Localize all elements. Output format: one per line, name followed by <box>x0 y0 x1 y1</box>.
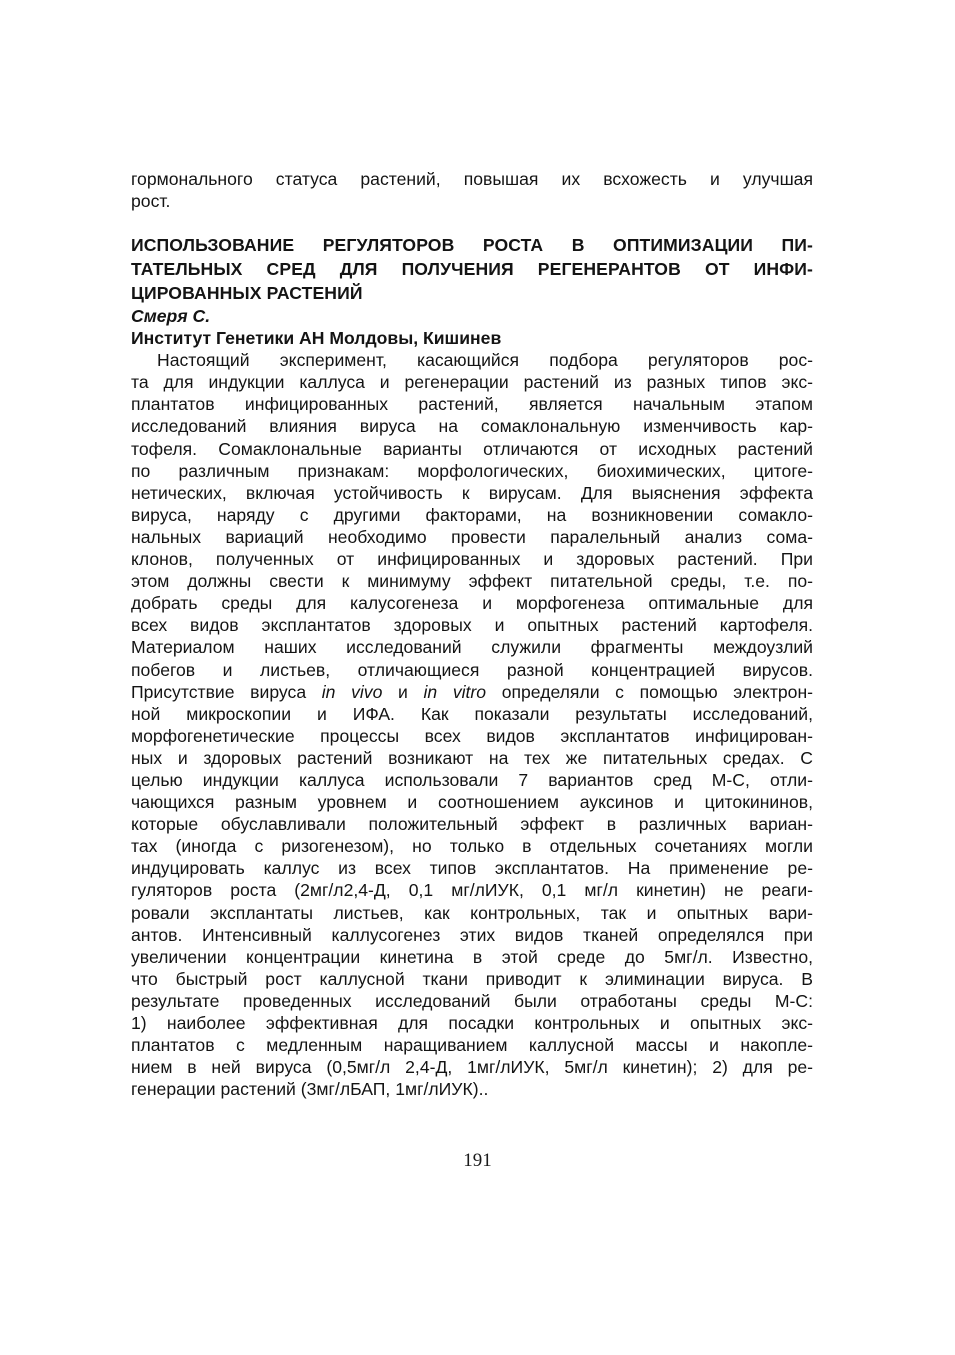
text-line: ных и здоровых растений возникают на тех же питательных средах. С <box>131 747 813 768</box>
text-line: всех видов эксплантатов здоровых и опытных растений картофеля. <box>131 615 813 636</box>
text-line: морфогенетические процессы всех видов эксплантатов инфицирован- <box>131 725 813 746</box>
text-line: вируса, наряду с другими факторами, на возникновении сомакло- <box>131 504 813 525</box>
text-line: тах (иногда с ризогенезом), но только в отдельных сочетаниях могли <box>131 836 813 857</box>
text-line: гормонального статуса растений, повышая их всхожесть и улучшая <box>131 169 813 189</box>
body-paragraph <box>131 349 813 1100</box>
text-line: ной микроскопии и ИФА. Как показали результаты исследований, <box>131 703 813 724</box>
text-line: которые обуславливали положительный эффект в различных вариан- <box>131 814 813 835</box>
text-line: по различным признакам: морфологических, биохимических, цитоге- <box>131 460 813 481</box>
title-line: ЦИРОВАННЫХ РАСТЕНИЙ <box>131 283 363 304</box>
title-line: ИСПОЛЬЗОВАНИЕ РЕГУЛЯТОРОВ РОСТА В ОПТИМИЗАЦИИ ПИ- <box>131 235 813 256</box>
text-line: нальных вариаций необходимо провести паралельный анализ сома- <box>131 526 813 547</box>
text-line: Присутствие вируса in vivo и in vitro определяли с помощью электрон- <box>131 681 814 702</box>
text-line: Настоящий эксперимент, касающийся подбора регуляторов рос- <box>157 350 813 371</box>
text-line: добрать среды для калусогенеза и морфогенеза оптимальные для <box>131 593 813 614</box>
text-line: этом должны свести к минимуму эффект питательной среды, т.е. по- <box>131 571 813 592</box>
text-line: гуляторов роста (2мг/л2,4-Д, 0,1 мг/лИУК, 0,1 мг/л кинетин) не реаги- <box>131 880 813 901</box>
author-affiliation: Институт Генетики АН Молдовы, Кишинев <box>131 328 502 349</box>
text-line: ровали эксплантаты листьев, как контрольных, так и опытных вари- <box>131 902 813 923</box>
text-line: 1) наиболее эффективная для посадки контрольных и опытных экс- <box>131 1013 813 1033</box>
text-line: генерации растений (3мг/лБАП, 1мг/лИУК).. <box>131 1079 489 1100</box>
text-line: результате проведенных исследований были отработаны среды М-С: <box>131 990 813 1011</box>
text-line: индуцировать каллус из всех типов эксплантатов. На применение ре- <box>131 858 813 879</box>
title-line: ТАТЕЛЬНЫХ СРЕД ДЛЯ ПОЛУЧЕНИЯ РЕГЕНЕРАНТОВ ОТ ИНФИ- <box>131 259 813 280</box>
text-line: целью индукции каллуса использовали 7 вариантов сред М-С, отли- <box>131 769 813 790</box>
text-line: побегов и листьев, отличающиеся разной концентрацией вирусов. <box>131 659 813 680</box>
text-line: клонов, полученных от инфицированных и здоровых растений. При <box>131 549 813 570</box>
text-line: Материалом наших исследований служили фрагменты междоузлий <box>131 637 813 658</box>
text-line: антов. Интенсивный каллусогенез этих видов тканей определялся при <box>131 924 813 945</box>
page-content <box>131 168 813 1100</box>
text-line: чающихся разным уровнем и соотношением ауксинов и цитокининов, <box>131 792 813 813</box>
page-number: 191 <box>463 1150 492 1171</box>
author-name: Смеря С. <box>131 306 211 327</box>
text-line: та для индукции каллуса и регенерации растений из разных типов экс- <box>131 372 813 393</box>
text-line: что быстрый рост каллусной ткани приводит к элиминации вируса. В <box>131 968 813 989</box>
text-line: нием в ней вируса (0,5мг/л 2,4-Д, 1мг/лИУК, 5мг/л кинетин); 2) для ре- <box>131 1057 813 1078</box>
text-line: тофеля. Сомаклональные варианты отличаются от исходных растений <box>131 438 813 459</box>
text-line: исследований влияния вируса на сомаклональную изменчивость кар- <box>131 416 813 437</box>
text-line: рост. <box>131 191 171 212</box>
article-title <box>131 233 813 305</box>
text-line: увеличении концентрации кинетина в этой среде до 5мг/л. Известно, <box>131 946 813 967</box>
text-line: плантатов с медленным наращиванием каллусной массы и накопле- <box>131 1035 813 1056</box>
text-line: плантатов инфицированных растений, является начальным этапом <box>131 394 813 415</box>
intro-paragraph <box>131 168 813 212</box>
text-line: нетических, включая устойчивость к вирусам. Для выяснения эффекта <box>131 482 813 503</box>
